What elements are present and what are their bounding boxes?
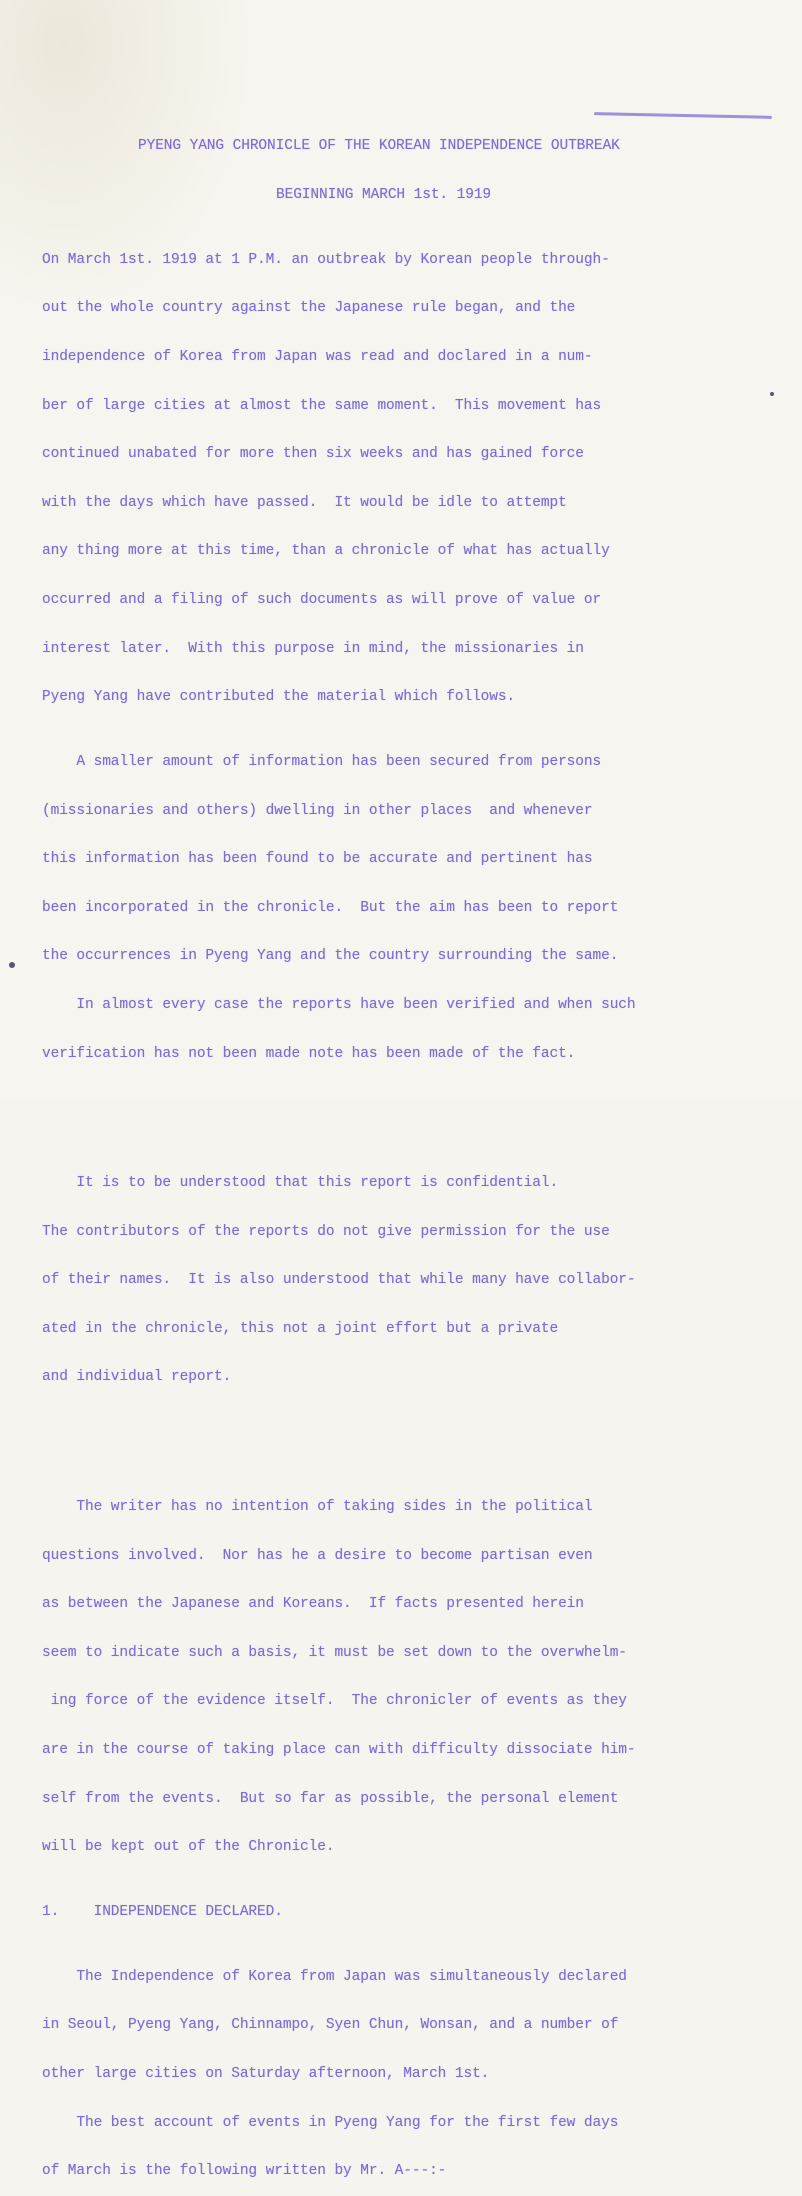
text-line: The best account of events in Pyeng Yang for the first few days xyxy=(42,2114,619,2131)
text-line: with the days which have passed. It would be idle to attempt xyxy=(42,494,567,511)
ink-speck xyxy=(770,392,774,396)
document-subtitle: BEGINNING MARCH 1st. 1919 xyxy=(276,187,492,203)
text-line: any thing more at this time, than a chronicle of what has actually xyxy=(42,543,610,560)
text-line: interest later. With this purpose in mind, the missionaries in xyxy=(42,640,584,657)
text-line: will be kept out of the Chronicle. xyxy=(42,1839,335,1856)
text-line: occurred and a filing of such documents as will prove of value or xyxy=(42,591,602,608)
text-line: ing force of the evidence itself. The chronicler of events as they xyxy=(42,1693,627,1710)
text-line: A smaller amount of information has been secured from persons xyxy=(42,753,602,770)
text-line: other large cities on Saturday afternoon, March 1st. xyxy=(42,2066,490,2082)
text-line: are in the course of taking place can with difficulty dissociate him- xyxy=(42,1742,636,1759)
text-line: The writer has no intention of taking sides in the political xyxy=(42,1499,593,1516)
blank-line xyxy=(42,1434,762,1450)
text-line: seem to indicate such a basis, it must be set down to the overwhelm- xyxy=(42,1644,627,1661)
text-line: verification has not been made note has been made of the fact. xyxy=(42,1045,576,1062)
text-line: this information has been found to be accurate and pertinent has xyxy=(42,851,593,868)
text-line: questions involved. Nor has he a desire to become partisan even xyxy=(42,1547,593,1564)
text-line: (missionaries and others) dwelling in other places and whenever xyxy=(42,802,593,819)
text-line: been incorporated in the chronicle. But the aim has been to report xyxy=(42,899,619,916)
document-title: PYENG YANG CHRONICLE OF THE KOREAN INDEPENDENCE OUTBREAK xyxy=(138,138,620,155)
text-line: self from the events. But so far as possible, the personal element xyxy=(42,1790,619,1807)
text-line: the occurrences in Pyeng Yang and the country surrounding the same. xyxy=(42,948,619,965)
ink-speck xyxy=(9,962,15,968)
blank-line xyxy=(42,1110,762,1126)
text-line: of March is the following written by Mr. A---:- xyxy=(42,2163,447,2180)
text-line: independence of Korea from Japan was read and doclared in a num- xyxy=(42,348,593,365)
text-line: of their names. It is also understood that while many have collabor- xyxy=(42,1272,636,1289)
text-line: Pyeng Yang have contributed the material which follows. xyxy=(42,689,516,706)
text-line: On March 1st. 1919 at 1 P.M. an outbreak by Korean people through- xyxy=(42,251,610,268)
text-line: The Independence of Korea from Japan was simultaneously declared xyxy=(42,1968,627,1985)
text-line: and individual report. xyxy=(42,1369,232,1386)
typed-document xyxy=(42,106,762,2196)
text-line: ated in the chronicle, this not a joint effort but a private xyxy=(42,1320,559,1337)
text-line: continued unabated for more then six weeks and has gained force xyxy=(42,446,584,463)
text-line: It is to be understood that this report is confidential. xyxy=(42,1175,559,1192)
section-heading: 1. INDEPENDENCE DECLARED. xyxy=(42,1904,283,1921)
text-line: as between the Japanese and Koreans. If facts presented herein xyxy=(42,1596,584,1613)
text-line: ber of large cities at almost the same moment. This movement has xyxy=(42,397,602,414)
text-line: In almost every case the reports have been verified and when such xyxy=(42,996,636,1013)
text-line: in Seoul, Pyeng Yang, Chinnampo, Syen Chun, Wonsan, and a number of xyxy=(42,2017,619,2034)
text-line: out the whole country against the Japanese rule began, and the xyxy=(42,300,576,317)
text-line: The contributors of the reports do not give permission for the use xyxy=(42,1223,610,1240)
